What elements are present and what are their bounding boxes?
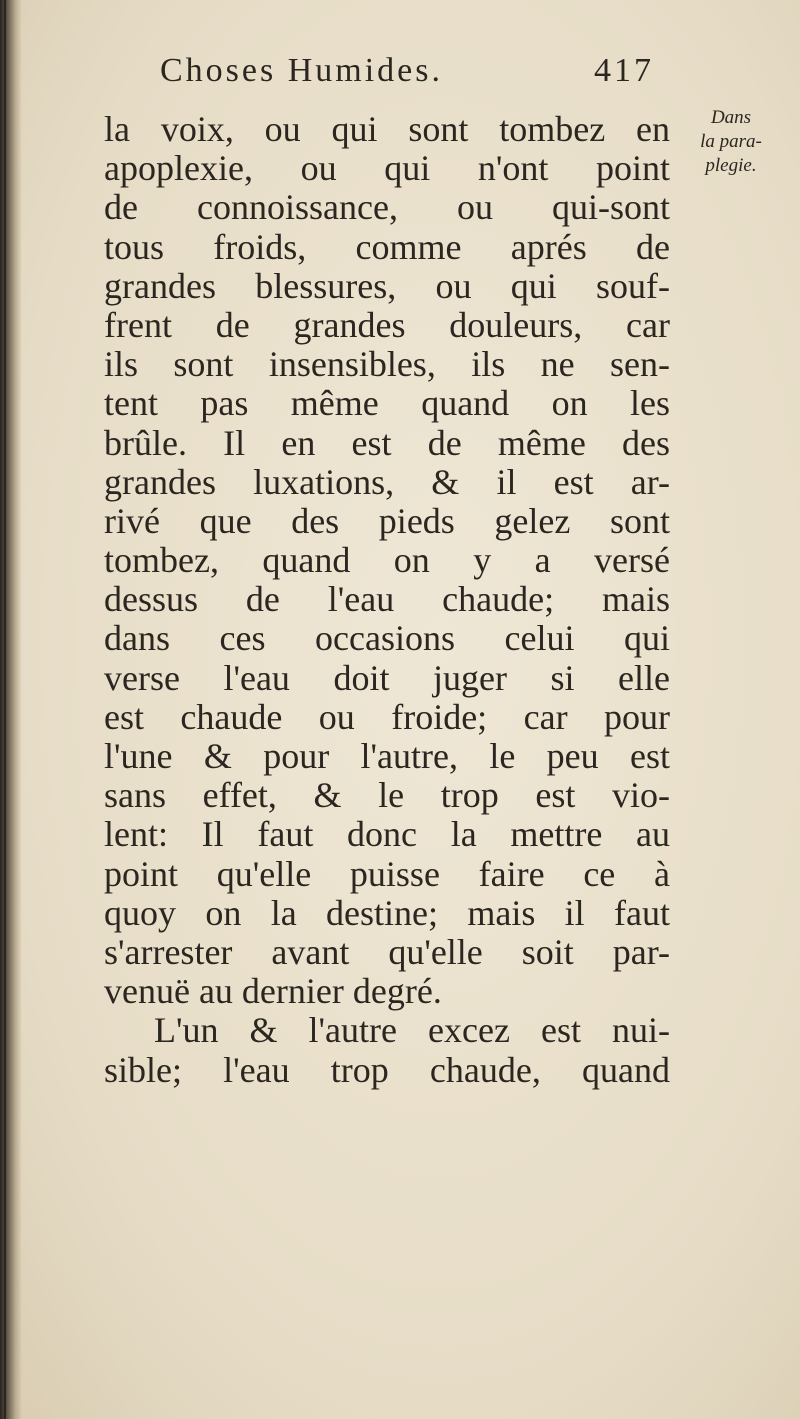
text-line: venuë au dernier degré. — [104, 971, 442, 1012]
text-line: grandes blessures, ou qui souf- — [104, 265, 670, 306]
text-line: dessus de l'eau chaude; mais — [104, 579, 670, 620]
margin-note-line: la para- — [700, 131, 762, 152]
text-line: frent de grandes douleurs, car — [104, 304, 670, 345]
header-title: Choses Humides. — [160, 52, 443, 89]
text-line: grandes luxations, & il est ar- — [104, 461, 670, 502]
text-line: tous froids, comme aprés de — [104, 226, 670, 267]
binding-edge — [4, 0, 6, 1419]
text-line: lent: Il faut donc la mettre au — [104, 814, 670, 855]
text-line: brûle. Il en est de même des — [104, 422, 670, 463]
text-line: l'une & pour l'autre, le peu est — [104, 736, 670, 776]
text-line: sans effet, & le trop est vio- — [104, 775, 670, 816]
text-line: point qu'elle puisse faire ce à — [104, 853, 670, 894]
text-line: de connoissance, ou qui-sont — [104, 187, 670, 228]
text-line: tent pas même quand on les — [104, 383, 670, 424]
text-line: apoplexie, ou qui n'ont point — [104, 148, 670, 189]
text-line: quoy on la destine; mais il faut — [104, 892, 670, 933]
margin-note-line: Dans — [710, 107, 752, 128]
margin-note-line: plegie. — [705, 155, 757, 176]
text-line: sible; l'eau trop chaude, quand — [104, 1049, 670, 1090]
text-line: s'arrester avant qu'elle soit par- — [104, 931, 670, 972]
body-text — [104, 110, 670, 1090]
text-line: dans ces occasions celui qui — [104, 618, 670, 659]
text-line: est chaude ou froide; car pour — [104, 696, 670, 737]
text-line: rivé que des pieds gelez sont — [104, 500, 670, 541]
running-header — [160, 52, 680, 100]
page-number: 417 — [594, 52, 654, 89]
text-line: la voix, ou qui sont tombez en — [104, 109, 670, 149]
text-line: ils sont insensibles, ils ne sen- — [104, 344, 670, 385]
text-line: L'un & l'autre excez est nui- — [154, 1010, 670, 1051]
text-line: verse l'eau doit juger si elle — [104, 657, 670, 698]
margin-note — [676, 106, 786, 178]
text-line: tombez, quand on y a versé — [104, 540, 670, 581]
